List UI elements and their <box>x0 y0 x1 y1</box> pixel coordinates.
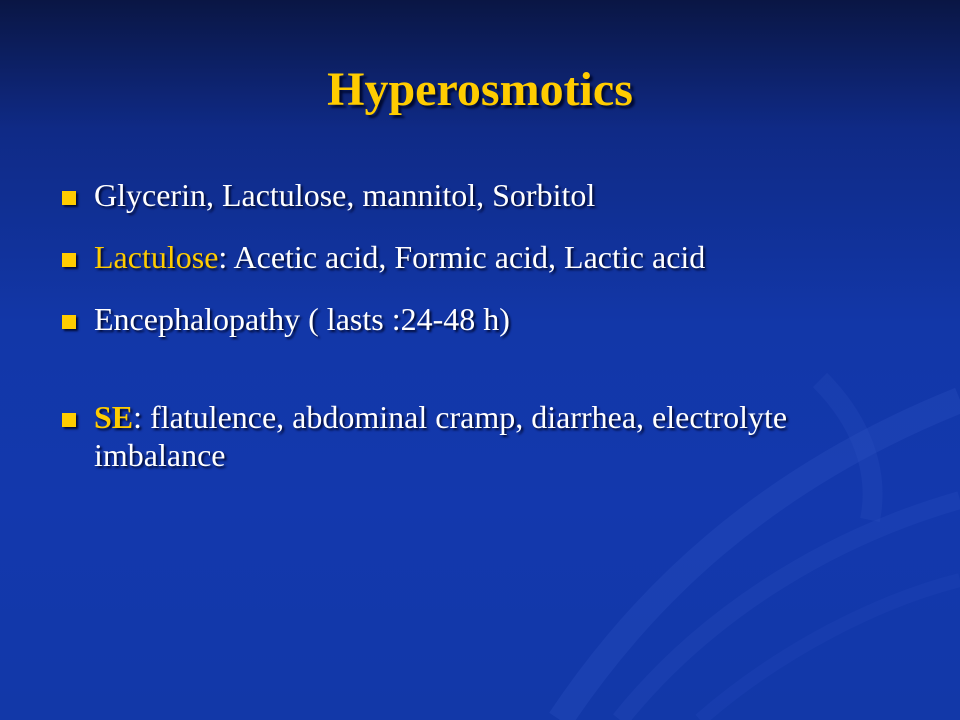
square-bullet-icon <box>62 253 76 267</box>
slide-title: Hyperosmotics <box>327 63 633 116</box>
bullet-highlight: SE <box>94 399 134 435</box>
square-bullet-icon <box>62 413 76 427</box>
bullet-text: : Acetic acid, Formic acid, Lactic acid <box>218 239 706 275</box>
bullet-highlight: Lactulose <box>94 239 219 275</box>
bullet-text: Encephalopathy ( lasts :24-48 h) <box>94 301 510 337</box>
bullet-text: : flatulence, abdominal cramp, diarrhea, electrolyte imbalance <box>94 399 788 473</box>
bullet-item-side-effects <box>60 398 920 474</box>
bullet-item-encephalopathy <box>60 300 920 338</box>
bullet-item-hyperosmotic-agents <box>60 176 920 214</box>
bullet-item-lactulose <box>60 238 920 276</box>
bullet-list <box>60 176 920 498</box>
square-bullet-icon <box>62 191 76 205</box>
square-bullet-icon <box>62 315 76 329</box>
bullet-text: Glycerin, Lactulose, mannitol, Sorbitol <box>94 177 596 213</box>
